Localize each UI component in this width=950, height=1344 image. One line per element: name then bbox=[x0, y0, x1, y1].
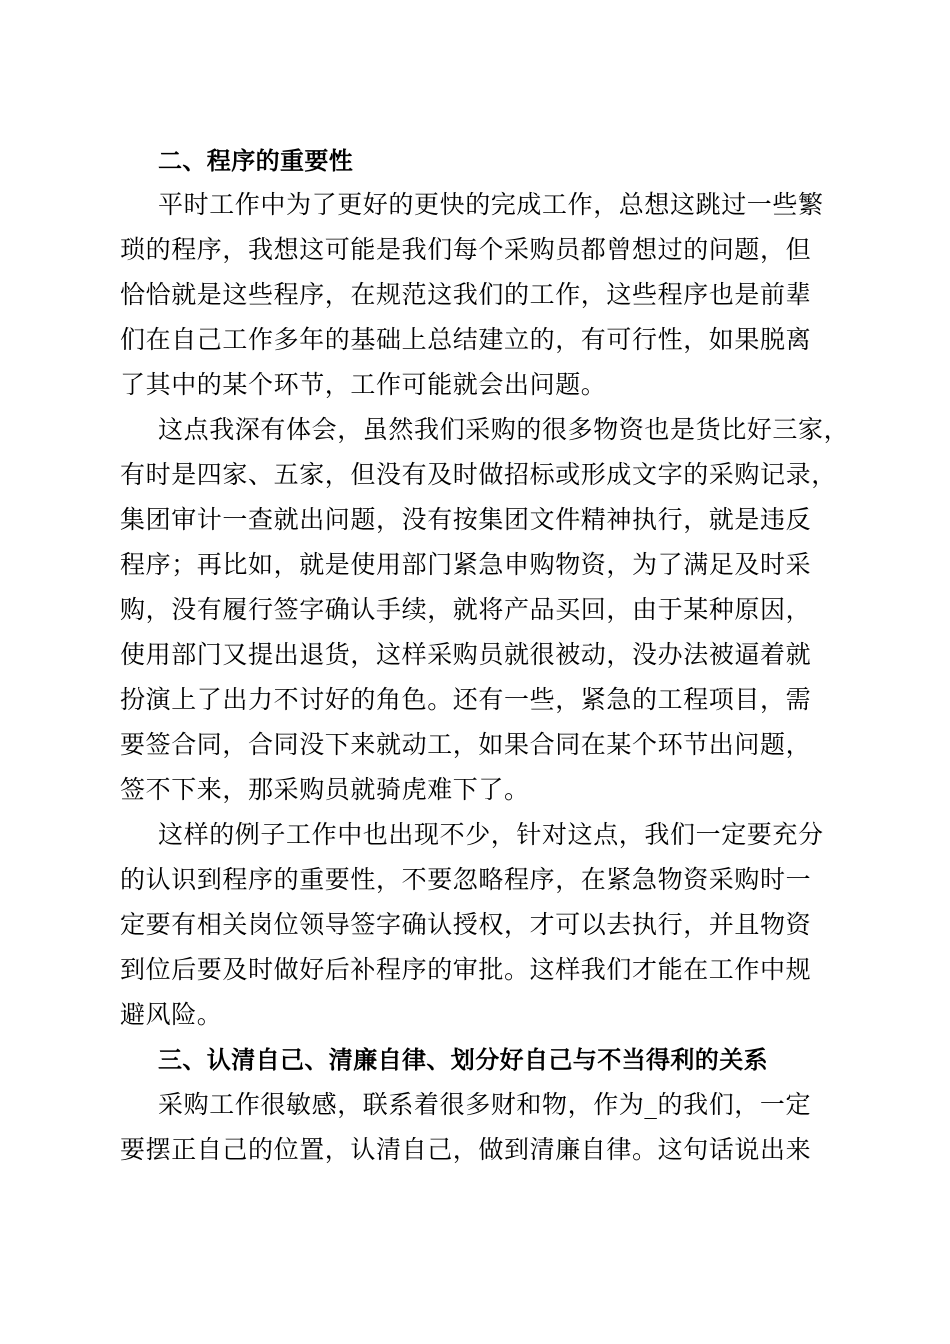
text-line: 恰恰就是这些程序，在规范这我们的工作，这些程序也是前辈 bbox=[120, 280, 812, 309]
text-line: 要签合同，合同没下来就动工，如果合同在某个环节出问题， bbox=[120, 730, 812, 759]
section-heading-2: 二、程序的重要性 bbox=[158, 147, 354, 175]
text-line: 定要有相关岗位领导签字确认授权，才可以去执行，并且物资 bbox=[120, 910, 812, 939]
text-line: 采购工作很敏感，联系着很多财和物，作为_的我们，一定 bbox=[158, 1090, 812, 1119]
text-line: 这样的例子工作中也出现不少，针对这点，我们一定要充分 bbox=[158, 820, 824, 849]
text-line: 避风险。 bbox=[120, 1000, 223, 1029]
text-line: 这点我深有体会，虽然我们采购的很多物资也是货比好三家， bbox=[158, 415, 850, 444]
text-line: 要摆正自己的位置，认清自己，做到清廉自律。这句话说出来 bbox=[120, 1135, 812, 1164]
text-line: 平时工作中为了更好的更快的完成工作，总想这跳过一些繁 bbox=[158, 190, 824, 219]
text-line: 到位后要及时做好后补程序的审批。这样我们才能在工作中规 bbox=[120, 955, 812, 984]
text-line: 购，没有履行签字确认手续，就将产品买回，由于某种原因， bbox=[120, 595, 812, 624]
text-line: 程序；再比如，就是使用部门紧急申购物资，为了满足及时采 bbox=[120, 550, 812, 579]
text-line: 了其中的某个环节，工作可能就会出问题。 bbox=[120, 370, 607, 399]
section-heading-3: 三、认清自己、清廉自律、划分好自己与不当得利的关系 bbox=[158, 1046, 768, 1074]
text-line: 的认识到程序的重要性，不要忽略程序，在紧急物资采购时一 bbox=[120, 865, 812, 894]
text-line: 签不下来，那采购员就骑虎难下了。 bbox=[120, 775, 530, 804]
text-line: 们在自己工作多年的基础上总结建立的，有可行性，如果脱离 bbox=[120, 325, 812, 354]
text-line: 扮演上了出力不讨好的角色。还有一些，紧急的工程项目，需 bbox=[120, 685, 812, 714]
text-line: 使用部门又提出退货，这样采购员就很被动，没办法被逼着就 bbox=[120, 640, 812, 669]
text-line: 琐的程序，我想这可能是我们每个采购员都曾想过的问题，但 bbox=[120, 235, 812, 264]
text-line: 有时是四家、五家，但没有及时做招标或形成文字的采购记录， bbox=[120, 460, 837, 489]
text-line: 集团审计一查就出问题，没有按集团文件精神执行，就是违反 bbox=[120, 505, 812, 534]
